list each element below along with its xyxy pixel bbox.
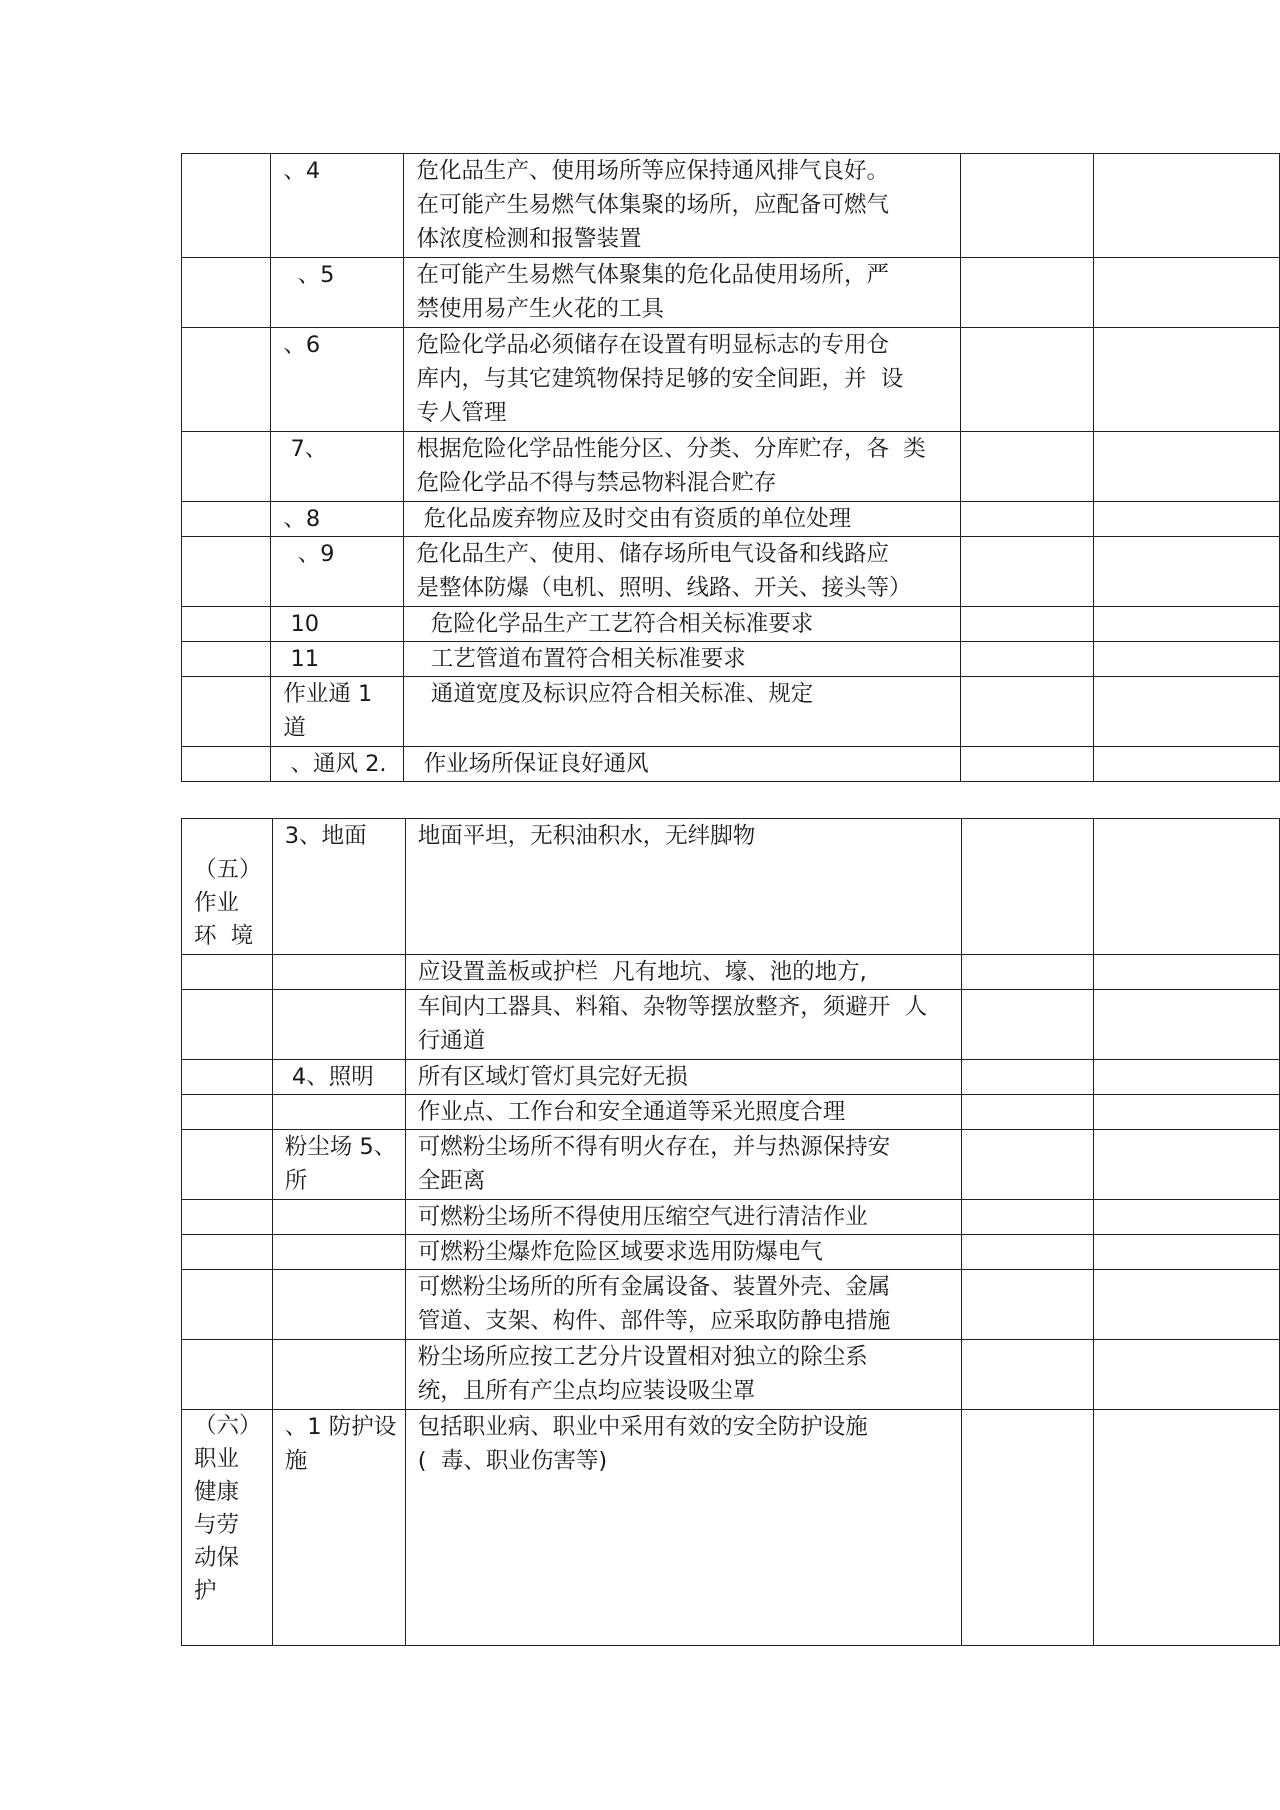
category-cell xyxy=(182,607,271,642)
item-number-cell: 4、照明 xyxy=(272,1060,405,1095)
requirement-cell: 应设置盖板或护栏 凡有地坑、壕、池的地方, xyxy=(405,955,961,990)
table-row xyxy=(182,1200,1280,1235)
category-cell xyxy=(182,328,271,432)
category-cell xyxy=(182,537,271,607)
category-cell xyxy=(182,1340,273,1410)
table-row xyxy=(182,258,1280,328)
remark-cell xyxy=(1093,154,1279,258)
remark-cell xyxy=(1093,607,1279,642)
requirement-cell: 可燃粉尘爆炸危险区域要求选用防爆电气 xyxy=(405,1235,961,1270)
category-cell xyxy=(182,154,271,258)
table-row xyxy=(182,432,1280,502)
item-number-cell: 10 xyxy=(271,607,404,642)
item-number-cell: 、8 xyxy=(271,502,404,537)
item-number-cell: 11 xyxy=(271,642,404,677)
remark-cell xyxy=(1094,1130,1280,1200)
remark-cell xyxy=(1093,432,1279,502)
item-number-cell: 粉尘场 5、 所 xyxy=(272,1130,405,1200)
requirement-cell: 危险化学品必须储存在设置有明显标志的专用仓 库内，与其它建筑物保持足够的安全间距，并 设 专人管理 xyxy=(404,328,961,432)
item-number-cell xyxy=(272,1200,405,1235)
item-number-cell xyxy=(272,990,405,1060)
table-row xyxy=(182,677,1280,747)
result-cell xyxy=(961,1200,1093,1235)
remark-cell xyxy=(1094,819,1280,955)
category-cell xyxy=(182,990,273,1060)
result-cell xyxy=(961,537,1093,607)
table-row xyxy=(182,502,1280,537)
requirement-cell: 包括职业病、职业中采用有效的安全防护设施 ( 毒、职业伤害等) xyxy=(405,1410,961,1646)
table-row xyxy=(182,819,1280,955)
table-row xyxy=(182,328,1280,432)
result-cell xyxy=(961,1095,1093,1130)
requirement-cell: 危险化学品生产工艺符合相关标准要求 xyxy=(404,607,961,642)
remark-cell xyxy=(1094,1270,1280,1340)
item-number-cell: 、1 防护设 施 xyxy=(272,1410,405,1646)
item-number-cell: 、9 xyxy=(271,537,404,607)
requirement-cell: 车间内工器具、料箱、杂物等摆放整齐，须避开 人 行通道 xyxy=(405,990,961,1060)
item-number-cell xyxy=(272,1270,405,1340)
item-number-cell: 3、地面 xyxy=(272,819,405,955)
remark-cell xyxy=(1094,990,1280,1060)
table-row xyxy=(182,1235,1280,1270)
remark-cell xyxy=(1093,537,1279,607)
category-cell xyxy=(182,1130,273,1200)
requirement-cell: 危化品废弃物应及时交由有资质的单位处理 xyxy=(404,502,961,537)
requirement-cell: 根据危险化学品性能分区、分类、分库贮存，各 类 危险化学品不得与禁忌物料混合贮存 xyxy=(404,432,961,502)
result-cell xyxy=(961,258,1093,328)
result-cell xyxy=(961,642,1093,677)
result-cell xyxy=(961,747,1093,782)
item-number-cell xyxy=(272,1235,405,1270)
category-cell xyxy=(182,432,271,502)
item-number-cell: 7、 xyxy=(271,432,404,502)
remark-cell xyxy=(1093,677,1279,747)
item-number-cell: 、4 xyxy=(271,154,404,258)
remark-cell xyxy=(1093,502,1279,537)
table-row xyxy=(182,1130,1280,1200)
table-row xyxy=(182,1095,1280,1130)
category-cell: （六） 职业 健康 与劳 动保 护 xyxy=(182,1410,273,1646)
category-cell xyxy=(182,1200,273,1235)
checklist-table-bottom xyxy=(181,818,1280,1646)
requirement-cell: 在可能产生易燃气体聚集的危化品使用场所，严 禁使用易产生火花的工具 xyxy=(404,258,961,328)
remark-cell xyxy=(1094,1200,1280,1235)
result-cell xyxy=(961,1340,1093,1410)
remark-cell xyxy=(1094,1095,1280,1130)
table-row xyxy=(182,955,1280,990)
table-row xyxy=(182,990,1280,1060)
result-cell xyxy=(961,955,1093,990)
remark-cell xyxy=(1094,1340,1280,1410)
item-number-cell xyxy=(272,955,405,990)
remark-cell xyxy=(1093,328,1279,432)
category-cell xyxy=(182,642,271,677)
result-cell xyxy=(961,1270,1093,1340)
result-cell xyxy=(961,1235,1093,1270)
result-cell xyxy=(961,432,1093,502)
requirement-cell: 可燃粉尘场所的所有金属设备、装置外壳、金属 管道、支架、构件、部件等，应采取防静电措施 xyxy=(405,1270,961,1340)
item-number-cell xyxy=(272,1340,405,1410)
table-row xyxy=(182,537,1280,607)
item-number-cell: 、5 xyxy=(271,258,404,328)
table-row xyxy=(182,642,1280,677)
category-cell xyxy=(182,258,271,328)
result-cell xyxy=(961,154,1093,258)
table-row xyxy=(182,607,1280,642)
result-cell xyxy=(961,502,1093,537)
table-row xyxy=(182,1410,1280,1646)
item-number-cell: 作业通 1 道 xyxy=(271,677,404,747)
requirement-cell: 可燃粉尘场所不得使用压缩空气进行清洁作业 xyxy=(405,1200,961,1235)
requirement-cell: 作业场所保证良好通风 xyxy=(404,747,961,782)
category-cell xyxy=(182,677,271,747)
requirement-cell: 危化品生产、使用、储存场所电气设备和线路应 是整体防爆（电机、照明、线路、开关、接头等） xyxy=(404,537,961,607)
requirement-cell: 通道宽度及标识应符合相关标准、规定 xyxy=(404,677,961,747)
result-cell xyxy=(961,677,1093,747)
result-cell xyxy=(961,1130,1093,1200)
requirement-cell: 所有区域灯管灯具完好无损 xyxy=(405,1060,961,1095)
item-number-cell xyxy=(272,1095,405,1130)
remark-cell xyxy=(1094,955,1280,990)
requirement-cell: 作业点、工作台和安全通道等采光照度合理 xyxy=(405,1095,961,1130)
table-row xyxy=(182,1270,1280,1340)
table-row xyxy=(182,1060,1280,1095)
remark-cell xyxy=(1094,1410,1280,1646)
category-cell xyxy=(182,747,271,782)
result-cell xyxy=(961,1060,1093,1095)
requirement-cell: 危化品生产、使用场所等应保持通风排气良好。 在可能产生易燃气体集聚的场所，应配备可燃气 体浓度检测和报警装置 xyxy=(404,154,961,258)
remark-cell xyxy=(1093,747,1279,782)
category-cell xyxy=(182,1235,273,1270)
requirement-cell: 工艺管道布置符合相关标准要求 xyxy=(404,642,961,677)
category-cell: （五） 作业 环 境 xyxy=(182,819,273,955)
result-cell xyxy=(961,819,1093,955)
result-cell xyxy=(961,1410,1093,1646)
remark-cell xyxy=(1093,258,1279,328)
remark-cell xyxy=(1094,1235,1280,1270)
remark-cell xyxy=(1093,642,1279,677)
category-cell xyxy=(182,955,273,990)
category-cell xyxy=(182,502,271,537)
category-cell xyxy=(182,1060,273,1095)
category-cell xyxy=(182,1270,273,1340)
result-cell xyxy=(961,328,1093,432)
item-number-cell: 、6 xyxy=(271,328,404,432)
table-row xyxy=(182,747,1280,782)
requirement-cell: 地面平坦，无积油积水，无绊脚物 xyxy=(405,819,961,955)
item-number-cell: 、通风 2. xyxy=(271,747,404,782)
category-cell xyxy=(182,1095,273,1130)
result-cell xyxy=(961,607,1093,642)
result-cell xyxy=(961,990,1093,1060)
requirement-cell: 可燃粉尘场所不得有明火存在，并与热源保持安 全距离 xyxy=(405,1130,961,1200)
remark-cell xyxy=(1094,1060,1280,1095)
requirement-cell: 粉尘场所应按工艺分片设置相对独立的除尘系 统，且所有产尘点均应装设吸尘罩 xyxy=(405,1340,961,1410)
checklist-table-top xyxy=(181,153,1280,782)
table-row xyxy=(182,154,1280,258)
table-row xyxy=(182,1340,1280,1410)
